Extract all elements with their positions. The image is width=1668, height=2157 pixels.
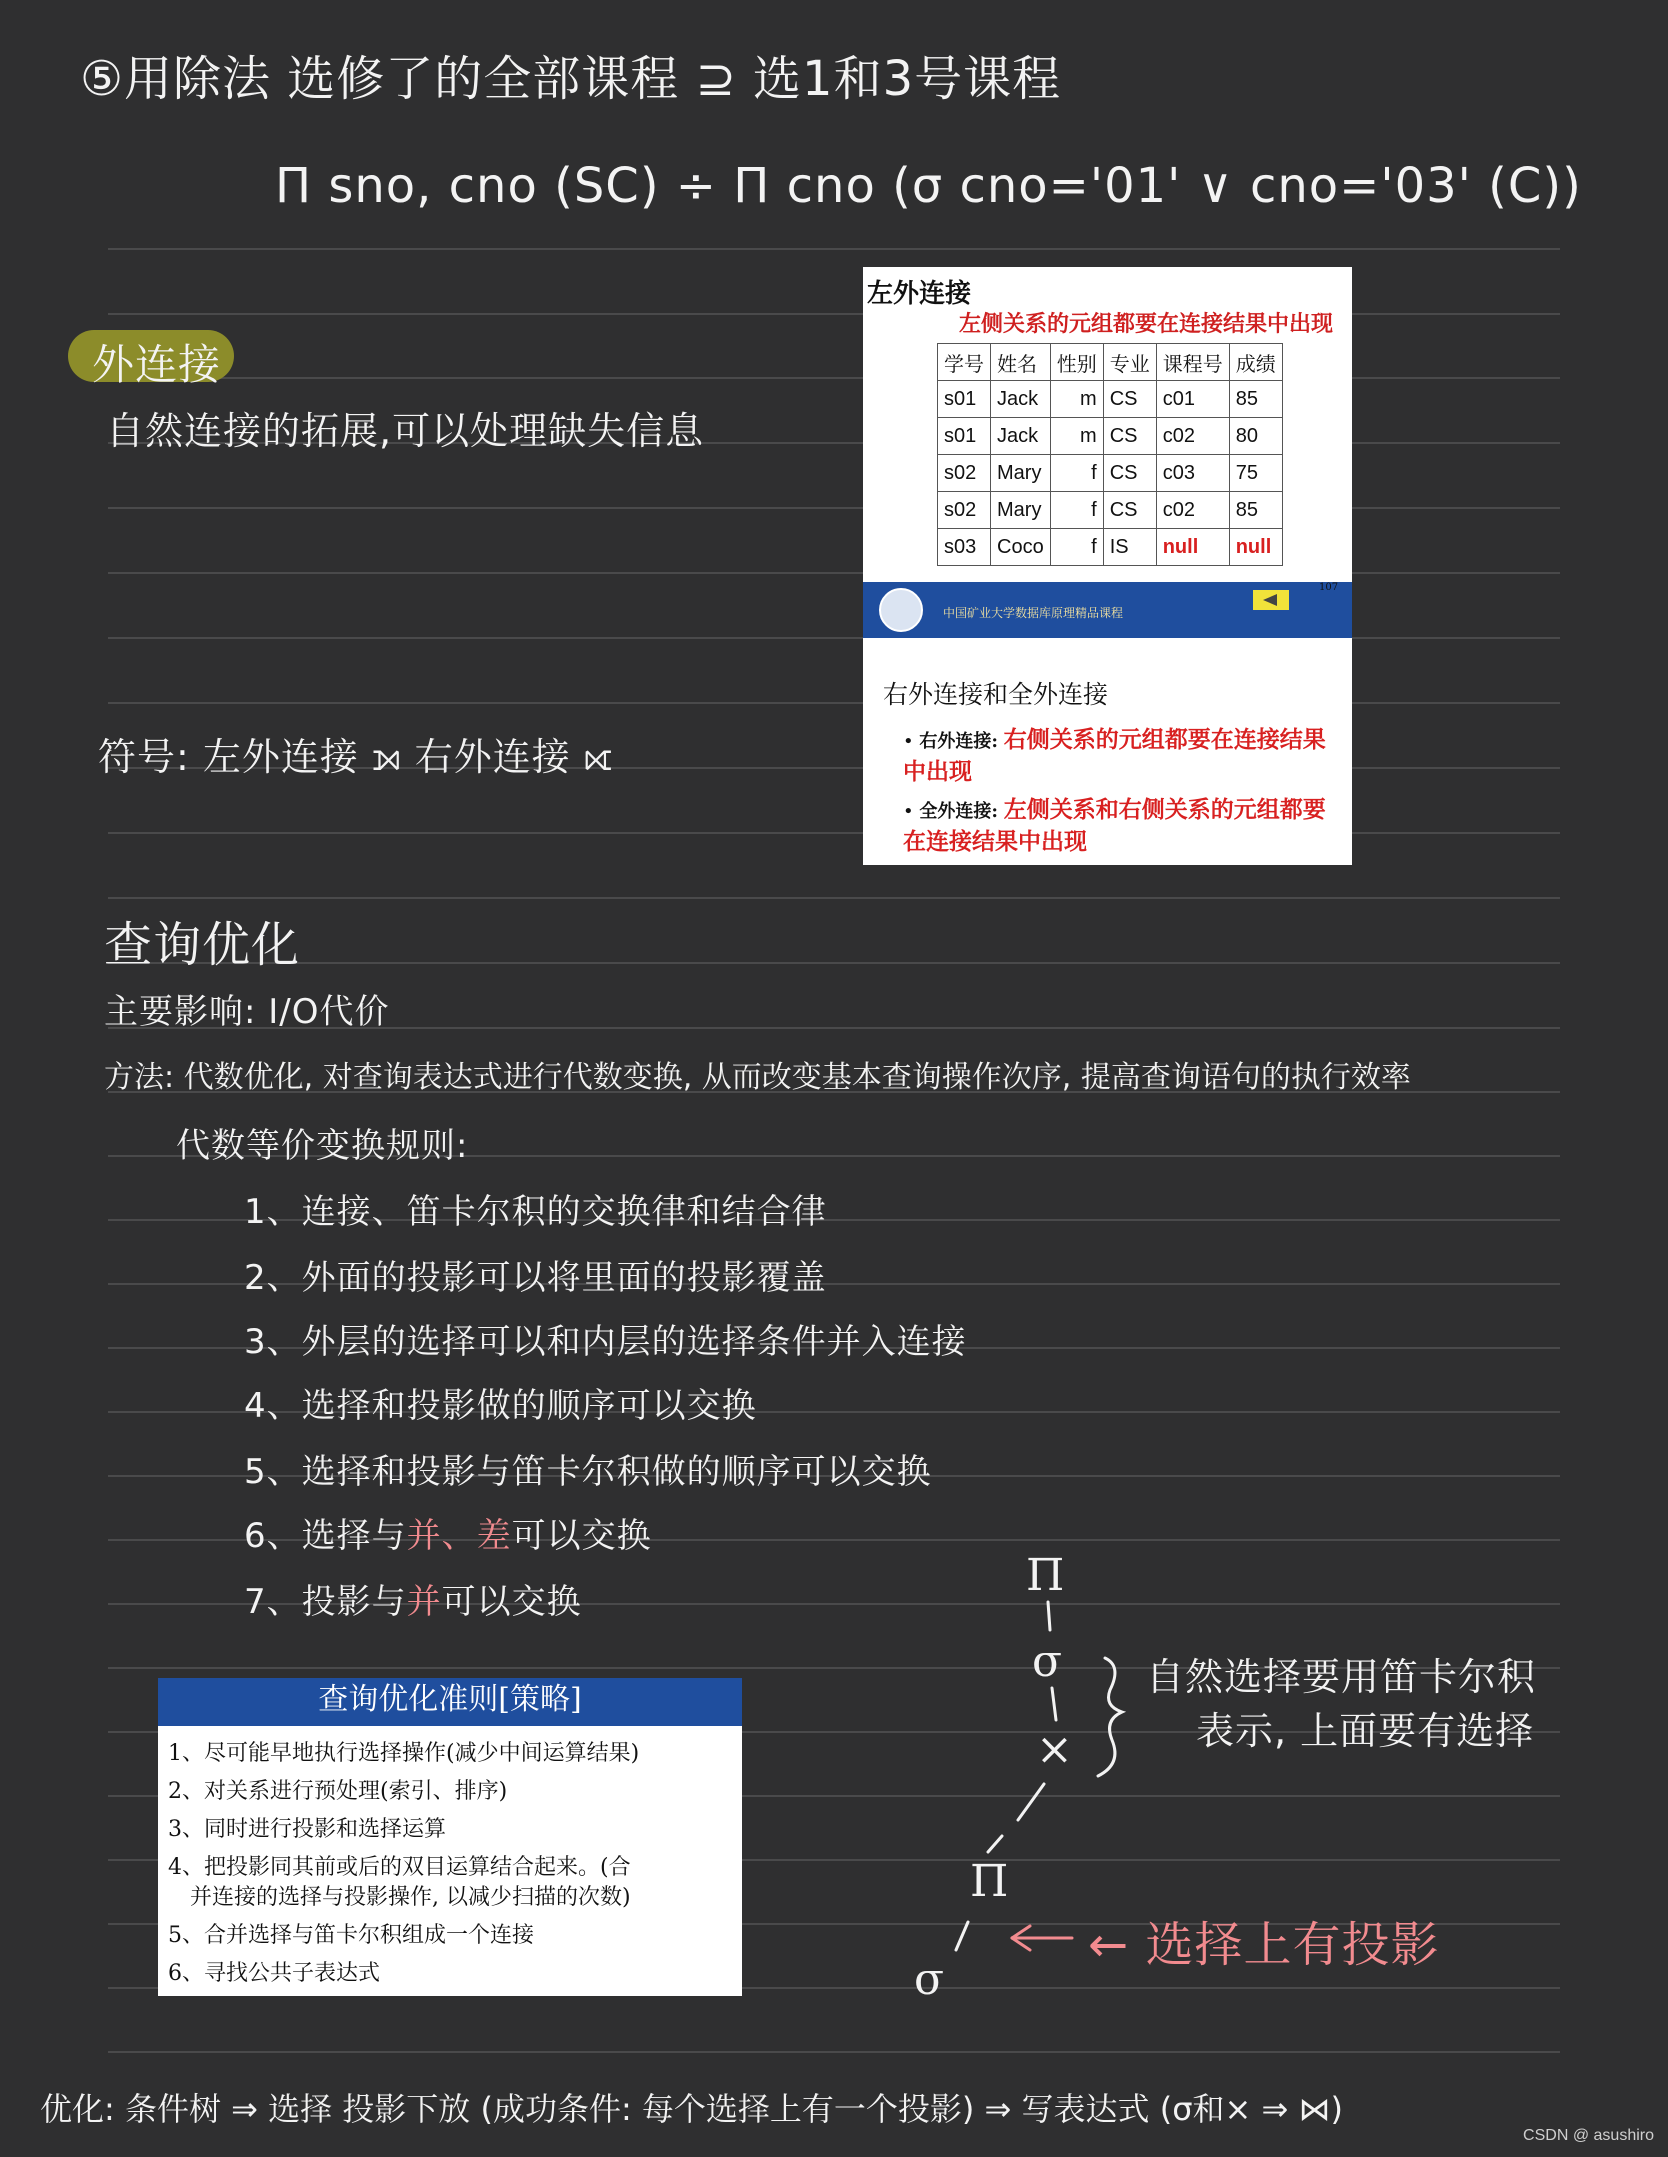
slide-title-2: 右外连接和全外连接 [883,680,1109,709]
university-seal-icon [879,588,923,632]
bullet-right-outer: • 右外连接: 右侧关系的元组都要在连接结果中出现 [903,726,1326,785]
column-header: 课程号 [1156,344,1229,381]
slide-footer-bar [863,582,1352,638]
outer-join-title: 外连接 [92,340,222,389]
rule-item: 3、外层的选择可以和内层的选择条件并入连接 [244,1322,967,1362]
tree-note-above-selection: 表示, 上面要有选择 [1196,1709,1535,1753]
table-cell: Coco [991,529,1051,566]
table-cell: Mary [991,492,1051,529]
null-cell: null [1156,529,1229,566]
rule-item: 5、选择和投影与笛卡尔积做的顺序可以交换 [244,1452,932,1492]
rule-item: 2、外面的投影可以将里面的投影覆盖 [244,1258,827,1298]
tree-selection-bottom: σ [914,1954,945,2005]
slide-subtitle: 左侧关系的元组都要在连接结果中出现 [959,311,1334,337]
column-header: 成绩 [1229,344,1282,381]
rules-slide-item: 6、寻找公共子表达式 [168,1961,380,1986]
outer-join-slide [863,267,1352,865]
left-outer-join-table [937,343,1283,566]
table-cell: Jack [991,381,1051,418]
table-cell: 80 [1229,418,1282,455]
query-optimization-title: 查询优化 [104,917,301,973]
table-cell: c03 [1156,455,1229,492]
table-cell: s03 [938,529,991,566]
rule-item: 7、投影与并可以交换 [244,1582,582,1622]
table-cell: c02 [1156,492,1229,529]
table-cell: CS [1103,381,1156,418]
rules-slide-item: 5、合并选择与笛卡尔积组成一个连接 [168,1923,534,1948]
rules-slide-item: 并连接的选择与投影操作, 以减少扫描的次数) [190,1885,631,1910]
table-cell: 75 [1229,455,1282,492]
rules-title: 代数等价变换规则: [176,1126,469,1166]
table-row [938,418,1283,455]
column-header: 性别 [1050,344,1103,381]
table-cell: Jack [991,418,1051,455]
optimization-summary: 优化: 条件树 ⇒ 选择 投影下放 (成功条件: 每个选择上有一个投影) ⇒ 写表达式 (σ和× ⇒ ⋈) [40,2090,1343,2128]
table-cell: CS [1103,418,1156,455]
column-header: 学号 [938,344,991,381]
course-caption: 中国矿业大学数据库原理精品课程 [943,606,1124,620]
table-cell: s01 [938,381,991,418]
tree-projection-top: Π [1026,1550,1065,1601]
join-symbols: 符号: 左外连接 ⟕ 右外连接 ⟖ [98,735,614,779]
column-header: 专业 [1103,344,1156,381]
table-cell: 85 [1229,492,1282,529]
page-number: 107 [1319,582,1339,593]
column-header: 姓名 [991,344,1051,381]
rules-slide-item: 1、尽可能早地执行选择操作(减少中间运算结果) [168,1741,640,1766]
table-row [938,529,1283,566]
bullet-full-outer: • 全外连接: 左侧关系和右侧关系的元组都要在连接结果中出现 [903,796,1326,855]
table-cell: IS [1103,529,1156,566]
table-cell: CS [1103,455,1156,492]
null-cell: null [1229,529,1282,566]
table-cell: c02 [1156,418,1229,455]
table-cell: m [1050,381,1103,418]
table-cell: c01 [1156,381,1229,418]
rules-slide-item: 2、对关系进行预处理(索引、排序) [168,1779,508,1804]
rules-slide-title: 查询优化准则[策略] [158,1678,742,1726]
table-cell: f [1050,492,1103,529]
table-cell: f [1050,529,1103,566]
heading-division-method: ⑤用除法 选修了的全部课程 ⊇ 选1和3号课程 [80,51,1062,107]
tree-note-projection-on-selection: ← 选择上有投影 [1088,1917,1440,1973]
table-row [938,381,1283,418]
table-cell: s01 [938,418,991,455]
rules-slide-item: 3、同时进行投影和选择运算 [168,1817,446,1842]
division-expression: Π sno, cno (SC) ÷ Π cno (σ cno='01' ∨ cno='03' (C)) [275,158,1582,214]
table-cell: Mary [991,455,1051,492]
rule-item: 6、选择与并、差可以交换 [244,1516,652,1556]
table-row [938,455,1283,492]
table-cell: s02 [938,492,991,529]
slide-title: 左外连接 [867,279,972,309]
table-row [938,492,1283,529]
tree-cartesian-product: × [1036,1724,1073,1775]
csdn-watermark: CSDN @ asushiro [1523,2127,1654,2144]
table-cell: CS [1103,492,1156,529]
rule-item: 4、选择和投影做的顺序可以交换 [244,1386,757,1426]
outer-join-description: 自然连接的拓展,可以处理缺失信息 [106,409,705,453]
table-cell: f [1050,455,1103,492]
optimization-method: 方法: 代数优化, 对查询表达式进行代数变换, 从而改变基本查询操作次序, 提高查询语句的执行效率 [104,1060,1411,1095]
tree-projection-middle: Π [970,1856,1009,1907]
optimization-rules-slide [158,1678,742,1996]
table-cell: 85 [1229,381,1282,418]
main-impact: 主要影响: I/O代价 [104,992,390,1032]
rules-slide-item: 4、把投影同其前或后的双目运算结合起来。(合 [168,1855,631,1880]
table-cell: m [1050,418,1103,455]
back-arrow-icon [1253,590,1289,610]
tree-selection-top: σ [1032,1636,1063,1687]
rule-item: 1、连接、笛卡尔积的交换律和结合律 [244,1192,827,1232]
tree-note-natural-selection: 自然选择要用笛卡尔积 [1146,1655,1537,1699]
table-cell: s02 [938,455,991,492]
table-header-row [938,344,1283,381]
